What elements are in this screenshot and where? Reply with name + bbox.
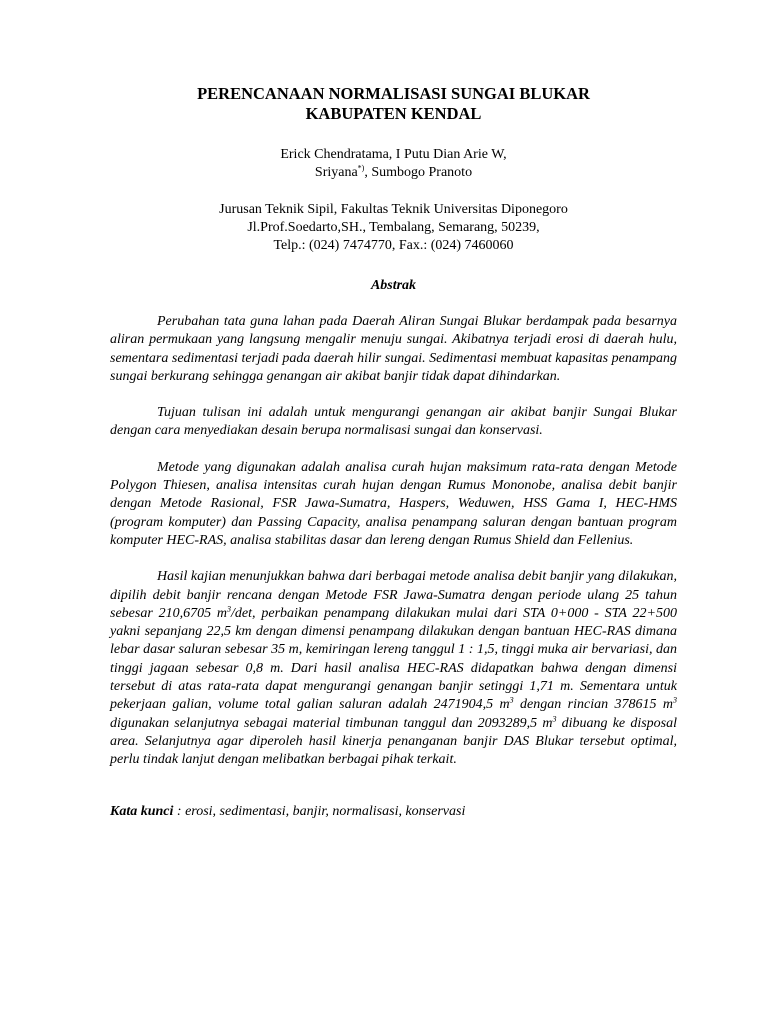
corresponding-author-mark: *) xyxy=(357,163,365,173)
abstract-paragraph-1: Perubahan tata guna lahan pada Daerah Aliran Sungai Blukar berdampak pada besarnya aliran permukaan yang langsung mengalir menuju sungai. Akibatnya terjadi erosi di daerah hulu, sementara sedimentasi terjadi pada daerah hilir sungai. Sedimentasi membuat kapasitas penampang sungai berkurang sehingga genangan air akibat banjir tidak dapat dihindarkan. xyxy=(110,314,677,384)
author-sriyana: Sriyana xyxy=(314,165,358,180)
abstract-paragraph-2: Tujuan tulisan ini adalah untuk mengurangi genangan air akibat banjir Sungai Blukar dengan cara menyediakan desain berupa normalisasi sungai dan konservasi. xyxy=(110,405,677,439)
abstract-paragraph-4 xyxy=(110,568,677,769)
abstract-paragraph-3: Metode yang digunakan adalah analisa curah hujan maksimum rata-rata dengan Metode Polygon Thiesen, analisa intensitas curah hujan dengan Rumus Mononobe, analisa debit banjir dengan Metode Rasional, FSR Jawa-Sumatra, Haspers, Weduwen, HSS Gama I, HEC-HMS (program komputer) dan Passing Capacity, analisa penampang saluran dengan bantuan program komputer HEC-RAS, analisa stabilitas dasar dan lereng dengan Rumus Shield dan Fellenius. xyxy=(110,459,677,548)
keywords-label: Kata kunci xyxy=(110,803,174,819)
authors-line-2-rest: , Sumbogo Pranoto xyxy=(364,165,473,180)
authors-line-1: Erick Chendratama, I Putu Dian Arie W, xyxy=(280,147,507,162)
affiliation-block xyxy=(110,201,677,255)
title-line-1: PERENCANAAN NORMALISASI SUNGAI BLUKAR xyxy=(197,84,590,103)
superscript-3: 3 xyxy=(673,695,678,705)
p4-text-b: /det, perbaikan penampang dilakukan mulai dari STA 0+000 - STA 22+500 yakni sepanjang 22,5 km dengan dimensi penampang dilakukan dengan bantuan HEC-RAS dimana lebar dasar saluran sebesar 35 m, kemiringan lereng tanggul 1 : 1,5, tinggi muka air bervariasi, dan tinggi jagaan sebesar 0,8 m. Dari hasil analisa HEC-RAS didapatkan bahwa dengan dimensi tersebut di atas rata-rata dapat mengurangi genangan banjir setinggi 1,71 m. Sementara untuk pekerjaan galian, volume total galian saluran adalah 2471904,5 m xyxy=(110,605,677,713)
superscript-3: 3 xyxy=(509,695,514,705)
affiliation-line-1: Jurusan Teknik Sipil, Fakultas Teknik Universitas Diponegoro xyxy=(219,202,568,217)
paper-title xyxy=(110,84,677,124)
title-line-2: KABUPATEN KENDAL xyxy=(305,104,482,123)
p4-text-a: Hasil kajian menunjukkan bahwa dari berbagai metode analisa debit banjir yang dilakukan, dipilih debit banjir rencana dengan Metode FSR Jawa-Sumatra dengan periode ulang 25 tahun sebesar 210,6705 m xyxy=(110,569,677,621)
p4-text-c: dengan rincian 378615 m xyxy=(513,697,674,713)
superscript-3: 3 xyxy=(227,604,232,614)
p4-text-e: dibuang ke disposal area. Selanjutnya agar diperoleh hasil kinerja penanganan banjir DAS Blukar tersebut optimal, perlu tindak lanjut dengan melibatkan berbagai pihak terkait. xyxy=(110,715,677,768)
author-block xyxy=(110,146,677,182)
affiliation-line-3: Telp.: (024) 7474770, Fax.: (024) 7460060 xyxy=(273,238,514,253)
p4-text-d: digunakan selanjutnya sebagai material timbunan tanggul dan 2093289,5 m xyxy=(110,715,553,731)
keywords-text: : erosi, sedimentasi, banjir, normalisasi, konservasi xyxy=(173,803,466,819)
superscript-3: 3 xyxy=(552,713,557,723)
abstract-heading: Abstrak xyxy=(370,278,417,293)
affiliation-line-2: Jl.Prof.Soedarto,SH., Tembalang, Semarang, 50239, xyxy=(247,220,540,235)
keywords-line xyxy=(110,803,677,821)
